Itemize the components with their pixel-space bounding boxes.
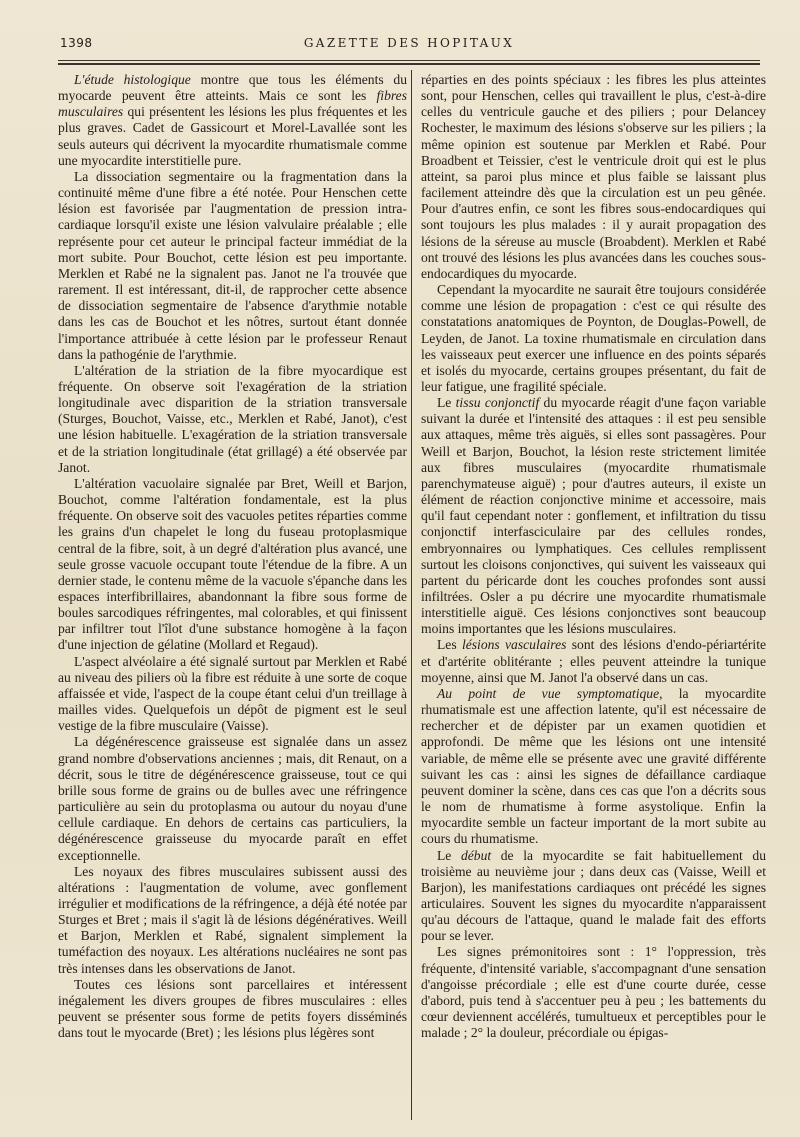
left-column [58, 72, 407, 1041]
paragraph-text: Les signes prémonitoires sont : 1° l'oppression, très fréquente, d'intensité variable, s'accompagnant d'une sensation d'angoisse précordiale ; elle est d'une courte durée, cesse d'abord, puis tend à s'accentuer peu à peu ; les battements du cœur deviennent accélérés, tumultueux et perceptibles pour le malade ; 2° la douleur, précordiale ou épigas- [421, 944, 766, 1041]
italic-term: fibres musculaires [58, 88, 407, 120]
paragraph-text: La dégénérescence graisseuse est signalée dans un assez grand nombre d'observations anciennes ; mais, dit Renaut, on a décrit, sous le titre de dégénérescence graisseuse, tout ce qui brille sous forme de grains ou de bulles avec une réfringence particulière au sein du protoplasma ou autour du noyau d'une cellule cardiaque. En dehors de certains cas particuliers, la dégénérescence graisseuse du myocarde paraît en effet exceptionnelle. [58, 734, 407, 863]
paragraph-text: L'altération de la striation de la fibre myocardique est fréquente. On observe soit l'exagération de la striation longitudinale avec disparition de la striation transversale (Sturges, Bouchot, Vaisse, etc., Merklen et Rabé, Janot), c'est une lésion habituelle. L'exagération de la striation transversale et de la striation longitudinale (état grillagé) a été observée par Janot. [58, 362, 407, 475]
italic-term: tissu conjonctif [455, 395, 540, 411]
paragraph [58, 363, 407, 476]
italic-term: début [460, 847, 492, 863]
column-divider [411, 70, 412, 1120]
paragraph [58, 977, 407, 1042]
paragraph-text: qui présentent les lésions les plus fréquentes et les plus graves. Cadet de Gassicourt et Morel-Lavallée sont les seuls auteurs qui décrivent la myocardite rhumatismale comme une myocardite interstitielle pure. [58, 104, 407, 168]
paragraph [58, 476, 407, 654]
journal-title: GAZETTE DES HOPITAUX [303, 36, 515, 50]
paragraph-text: sont des lésions d'endo-périartérite et d'artérite oblitérante ; elles peuvent atteindre la tunique moyenne, ainsi que M. Janot l'a observé dans un cas. [421, 637, 766, 685]
italic-term: lésions vasculaires [461, 637, 567, 653]
paragraph-text: montre que tous les éléments du myocarde peuvent être atteints. Mais ce sont les [58, 72, 407, 104]
paragraph [421, 72, 766, 282]
paragraph-text: Les noyaux des fibres musculaires subissent aussi des altérations : l'augmentation de volume, avec gonflement irrégulier et modifications de la réfringence, a déjà été notée par Sturges et Bret ; mais il s'agit là de lésions dégénératives. Weill et Barjon, Merklen et Rabé, signalent simplement la tuméfaction des noyaux. Les altérations nucléaires ne sont pas très intenses dans les observations de Janot. [58, 863, 407, 976]
paragraph-text: Toutes ces lésions sont parcellaires et intéressent inégalement les divers groupes de fibres musculaires : elles peuvent se présenter sous forme de petits foyers disséminés dans tout le myocarde (Bret) ; les lésions plus légères sont [58, 976, 407, 1041]
paragraph-text: Le [437, 395, 456, 411]
paragraph [421, 637, 766, 685]
paragraph-text: du myocarde réagit d'une façon variable suivant la durée et l'intensité des attaques : il est peu sensible aux attaques, même très aiguës, si elles sont passagères. Pour Weill et Barjon, Bouchot, la lésion reste strictement limitée aux fibres musculaires (myocardite rhumatismale parenchymateuse aiguë) ; pour d'autres auteurs, il existe un élément de réaction conjonctive minime et accessoire, mais qu'il faut cependant noter : gonflement, et infiltration du tissu conjonctif interfasciculaire par des cellules rondes, embryonnaires ou lymphatiques. Ces cellules remplissent surtout les cloisons conjonctives, qui suivent les vaisseaux qui partent du péricarde dont les couches profondes sont aussi infiltrées. Osler a pu décrire une myocardite rhumatismale interstitielle aiguë. Ces lésions conjonctives sont beaucoup moins importantes que les lésions musculaires. [421, 395, 766, 637]
paragraph-text: réparties en des points spéciaux : les fibres les plus atteintes sont, pour Henschen, celles qui travaillent le plus, c'est-à-dire celles du ventricule gauche et des piliers ; pour Delancey Rochester, le maximum des lésions s'observe sur les piliers ; la même opinion est soutenue par Merklen et Rabé. Pour Broadbent et Teissier, c'est le ventricule droit qui est le plus atteint, sa paroi plus mince et plus faible se laissant plus facilement atteindre dès que la circulation est un peu gênée. Pour d'autres enfin, ce sont les fibres sous-endocardiques qui sont toujours les plus malades : il y aurait propagation des lésions de la séreuse au muscle (Broabdent). Merklen et Rabé ont trouvé des lésions les plus avancées dans les couches sous-endocardiques du myocarde. [421, 72, 766, 281]
paragraph-text: L'aspect alvéolaire a été signalé surtout par Merklen et Rabé au niveau des piliers où la fibre est réduite à une sorte de coque affaissée et vide, l'aspect de la coupe étant celui d'un treillage à mailles vides. Quelquefois un dépôt de pigment est le seul vestige de la fibre musculaire (Vaisse). [58, 653, 407, 734]
paragraph [421, 848, 766, 945]
italic-term: Au point de vue symptomatique [437, 685, 660, 701]
right-column [421, 72, 766, 1041]
paragraph-text: Les [437, 637, 462, 653]
header-rule-thick [58, 63, 760, 65]
paragraph [421, 686, 766, 848]
paragraph-text: de la myocardite se fait habituellement du troisième au neuvième jour ; dans deux cas (Vaisse, Weill et Barjon), les manifestations cardiaques ont précédé les signes articulaires. Souvent les signes du myocardite n'apparaissent qu'au décours de l'attaque, quand le malade fait des efforts pour se lever. [421, 847, 766, 944]
paragraph-text: Le [437, 847, 461, 863]
paragraph [58, 734, 407, 863]
paragraph-text: , la myocardite rhumatismale est une affection latente, qu'il est nécessaire de rechercher et de dépister par un examen quotidien et approfondi. De même que les lésions ont une intensité variable, de même elle se présente avec une gravité différente suivant les cas : ainsi les signes de défaillance cardiaque peuvent dominer la scène, dans ces cas que l'on a décrits sous le nom de rhumatisme à forme asystolique. Enfin la myocardite semble un facteur important de la mort subite au cours du rhumatisme. [421, 685, 766, 847]
paragraph [58, 72, 407, 169]
header-rule-thin [58, 60, 760, 61]
paragraph [58, 654, 407, 735]
paragraph [421, 282, 766, 395]
paragraph-text: L'altération vacuolaire signalée par Bret, Weill et Barjon, Bouchot, comme l'altération fondamentale, est la plus fréquente. On observe soit des vacuoles petites réparties comme les grains d'un chapelet le long du fuseau protoplasmique central de la fibre, soit, à un degré d'altération plus avancé, une seule grosse vacuole occupant toute l'étendue de la fibre. A un dernier stade, le contenu même de la vacuole s'épanche dans les espaces interfibrillaires, abandonnant la fibre sous forme de boules sarcodiques réfringentes, mal colorables, et qui finissent par infiltrer tout l'îlot d'une substance homogène à la façon d'une injection de gélatine (Mollard et Regaud). [58, 475, 407, 653]
paragraph-text: La dissociation segmentaire ou la fragmentation dans la continuité même d'une fibre a été notée. Pour Henschen cette lésion est favorisée par l'augmentation de pression intra-cardiaque lorsqu'il existe une lésion valvulaire préalable ; elle représente pour cet auteur le principal facteur immédiat de la mort subite. Pour Bouchot, cette lésion est peu importante. Merklen et Rabé ne la signalent pas. Janot ne l'a trouvée que rarement. Il est intéressant, dit-il, de rapprocher cette absence de dissociation segmentaire de l'absence d'arythmie notable dans les cas de Bouchot et les nôtres, surtout étant donnée l'importance attribuée à cette lésion par le professeur Renaut dans la pathogénie de l'arythmie. [58, 168, 407, 362]
paragraph [421, 944, 766, 1041]
paragraph [58, 864, 407, 977]
paragraph-text: Cependant la myocardite ne saurait être toujours considérée comme une lésion de propagation : c'est ce qui résulte des constatations anatomiques de Poynton, de Douglas-Powell, de Leyden, de Janot. La toxine rhumatismale en circulation dans les vaisseaux peut exercer une influence en des points séparés et isolés du myocarde, certains groupes présentant, du fait de leur fatigue, une fragilité spéciale. [421, 282, 766, 394]
italic-term: L'étude histologique [74, 72, 191, 87]
paragraph [421, 395, 766, 637]
page-header [58, 34, 760, 60]
page-number: 1398 [60, 36, 93, 50]
paragraph [58, 169, 407, 363]
